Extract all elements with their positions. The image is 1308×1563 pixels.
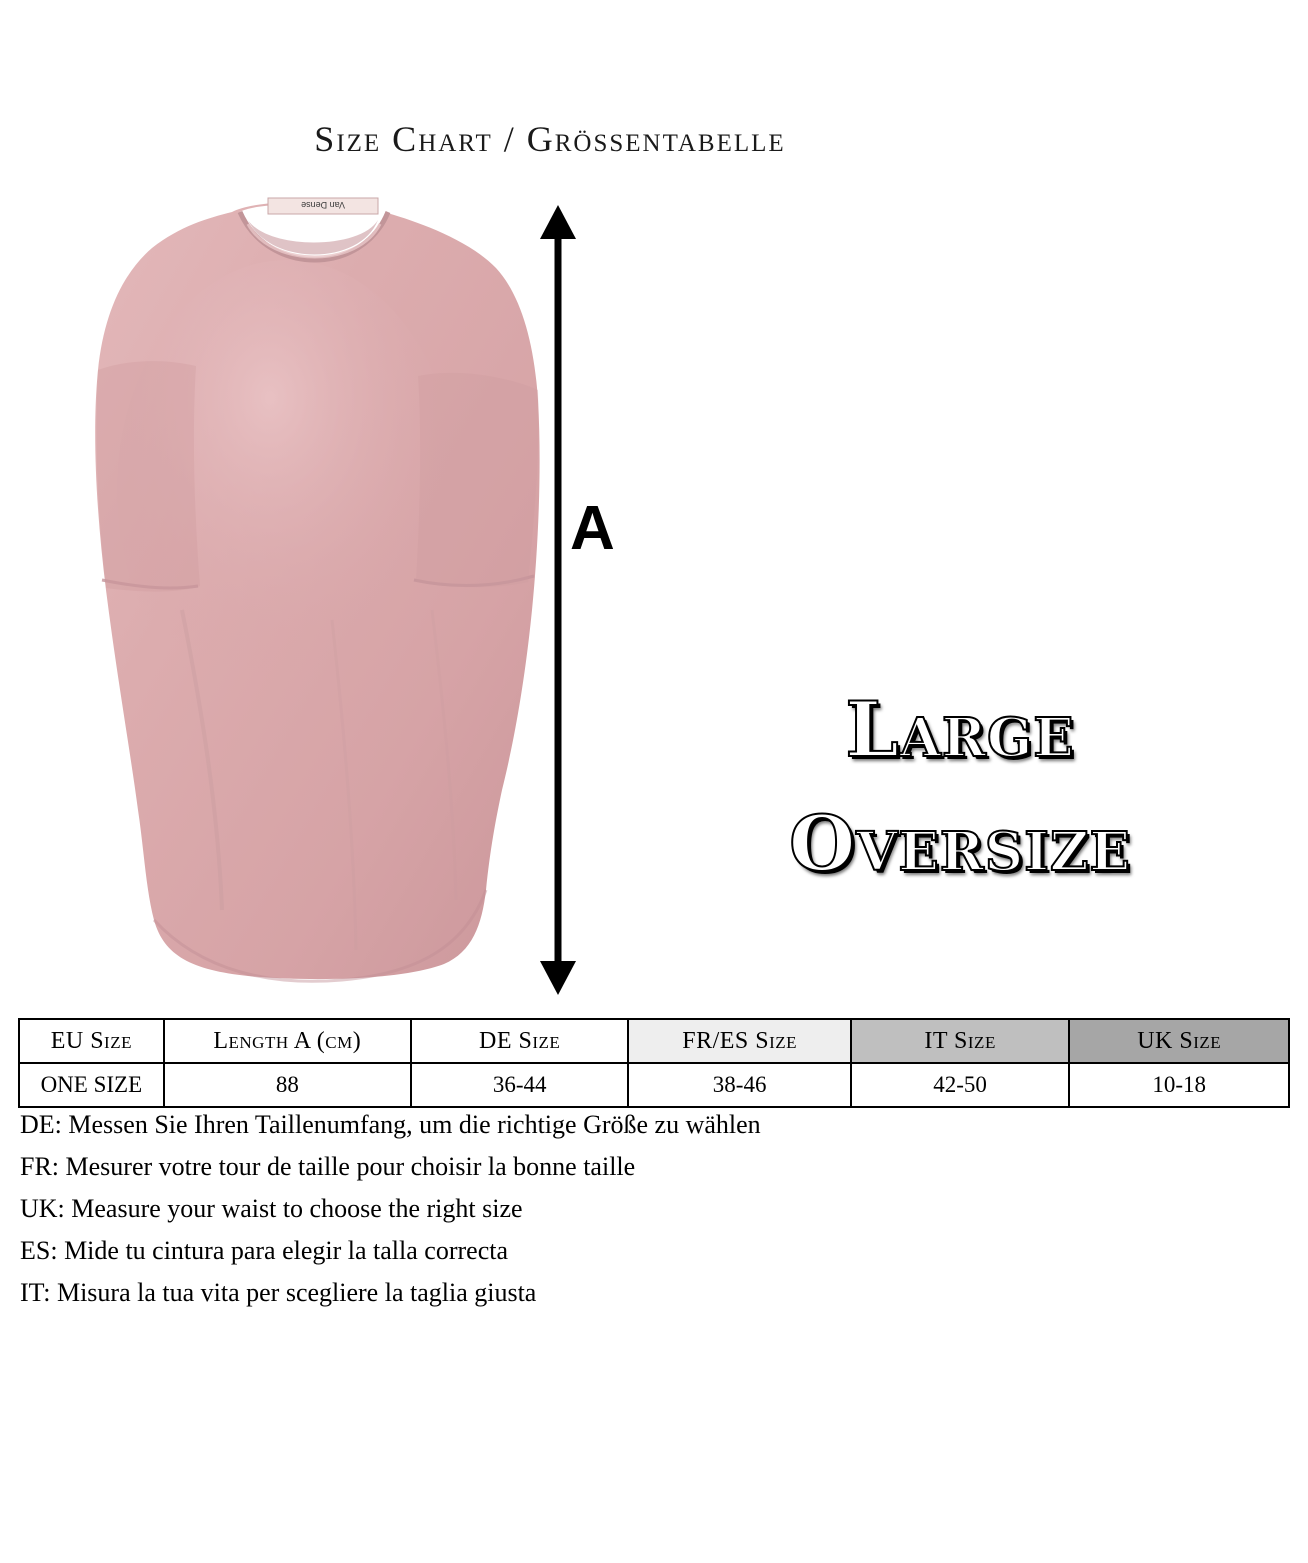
table-cell-de-size: 36-44 bbox=[411, 1063, 629, 1107]
table-cell-it-size: 42-50 bbox=[851, 1063, 1070, 1107]
right-sleeve-shade bbox=[416, 373, 538, 587]
table-header-cell-length: Length A (cm) bbox=[164, 1019, 411, 1063]
note-es: ES: Mide tu cintura para elegir la talla correcta bbox=[20, 1236, 508, 1266]
garment-svg bbox=[72, 190, 542, 990]
table-header-cell-de-size: DE Size bbox=[411, 1019, 629, 1063]
measurement-arrow-label: A bbox=[570, 494, 615, 563]
note-uk: UK: Measure your waist to choose the right size bbox=[20, 1194, 523, 1224]
note-fr: FR: Mesurer votre tour de taille pour choisir la bonne taille bbox=[20, 1152, 636, 1182]
table-header-cell-it-size: IT Size bbox=[851, 1019, 1070, 1063]
brand-label-text: Van Dense bbox=[301, 200, 345, 210]
size-callout-line-1: Large bbox=[845, 685, 1075, 774]
table-header-cell-uk-size: UK Size bbox=[1069, 1019, 1289, 1063]
table-cell-length: 88 bbox=[164, 1063, 411, 1107]
table-header-row bbox=[19, 1019, 1289, 1063]
page-title: Size Chart / Grössentabelle bbox=[314, 119, 786, 159]
brand-label bbox=[268, 198, 378, 214]
note-it: IT: Misura la tua vita per scegliere la taglia giusta bbox=[20, 1278, 537, 1308]
garment-illustration bbox=[72, 190, 542, 990]
measurement-arrow bbox=[528, 205, 588, 995]
size-callout-line-2: Oversize bbox=[789, 798, 1131, 888]
left-sleeve-shade bbox=[96, 361, 200, 592]
measurement-notes bbox=[20, 1104, 1120, 1315]
table-row bbox=[19, 1063, 1289, 1107]
size-table bbox=[18, 1018, 1290, 1108]
table-header-cell-eu-size: EU Size bbox=[19, 1019, 164, 1063]
table-cell-fr-es-size: 38-46 bbox=[628, 1063, 850, 1107]
table-cell-uk-size: 10-18 bbox=[1069, 1063, 1289, 1107]
table-cell-eu-size: ONE SIZE bbox=[19, 1063, 164, 1107]
measurement-arrow-svg bbox=[528, 205, 588, 995]
size-callout bbox=[640, 685, 1280, 888]
note-de: DE: Messen Sie Ihren Taillenumfang, um die richtige Größe zu wählen bbox=[20, 1110, 761, 1139]
table-header-cell-fr-es-size: FR/ES Size bbox=[628, 1019, 850, 1063]
